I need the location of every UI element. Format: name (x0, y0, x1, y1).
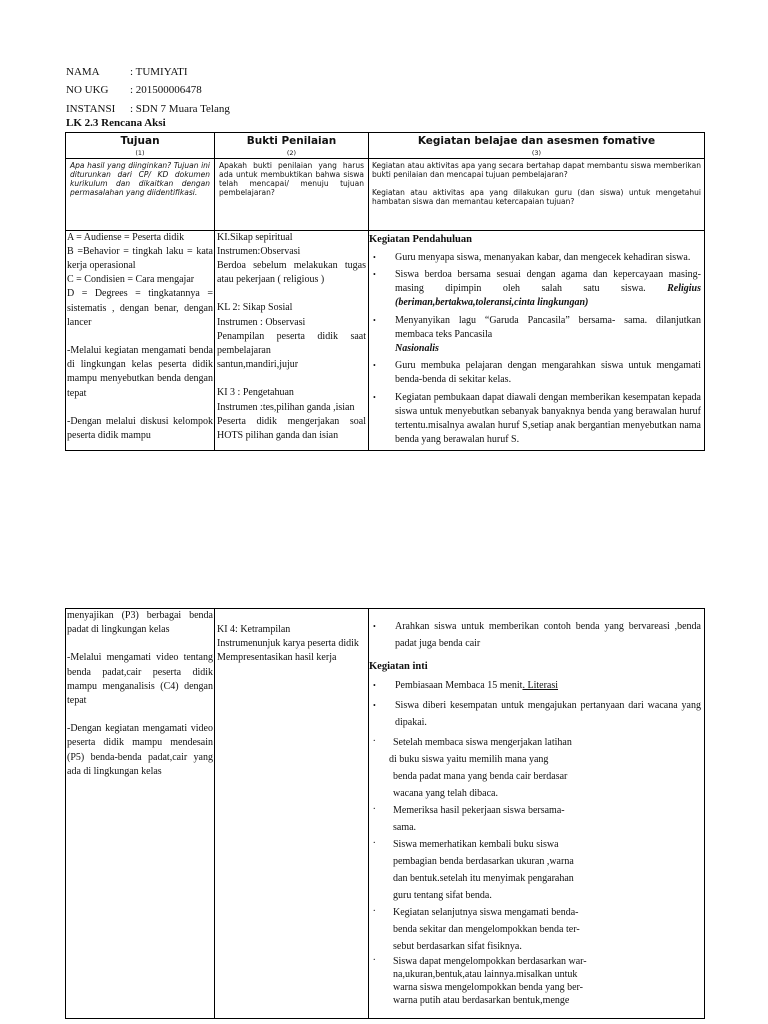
col-number-1: (1) (66, 149, 215, 159)
prompt-kegiatan (369, 158, 705, 230)
bukti-line: KI 4: Ketrampilan (217, 624, 291, 635)
kegiatan-line: . Setelah membaca siswa mengerjakan latihan (369, 734, 701, 751)
header-noukg (66, 84, 202, 97)
kegiatan-line: pembagian benda berdasarkan ukuran ,warna (393, 856, 574, 867)
kegiatan-line: na,ukuran,bentuk,atau lainnya.misalkan untuk (393, 969, 578, 980)
tujuan-line: -Dengan melalui diskusi kelompok peserta didik mampu (67, 415, 213, 441)
bukti-line: Instrumenunjuk karya peserta didik (217, 638, 359, 650)
bukti-line: Penampilan peserta didik saat pembelajaran (217, 330, 366, 356)
bukti-line: Instrumen : Observasi (217, 316, 306, 328)
kegiatan-text: Menyanyikan lagu “Garuda Pancasila” bersama (395, 314, 612, 326)
tujuan-cell-2 (66, 609, 215, 1019)
kegiatan-pendahuluan-heading: Kegiatan Pendahuluan (369, 233, 472, 245)
action-plan-table-2 (65, 608, 705, 1019)
tujuan-line: menyajikan (P3) berbagai benda padat di lingkungan kelas (67, 610, 213, 636)
tujuan-line: C = Condisien = Cara mengajar (67, 274, 195, 286)
kegiatan-line: sama. (393, 822, 417, 833)
header-nama (66, 66, 188, 79)
kegiatan-cell-2 (369, 609, 705, 1019)
col-header-bukti: Bukti Penilaian (215, 133, 369, 149)
kegiatan-line: warna putih atau berdasarkan bentuk,menge (393, 995, 570, 1006)
col-number-3: (3) (369, 149, 705, 159)
kegiatan-line: benda padat mana yang benda cair berdasar (393, 771, 568, 782)
kegiatan-cell (369, 230, 705, 451)
nama-label: NAMA (66, 66, 100, 78)
kegiatan-item: • Guru menyapa siswa, menanyakan kabar, dan mengecek kehadiran siswa. (369, 251, 701, 265)
prompt-bukti: Apakah bukti penilaian yang harus ada untuk membuktikan bahwa siswa telah mencapai/ menuju tujuan pembelajaran? (215, 158, 369, 230)
header-instansi (66, 103, 230, 116)
kegiatan-text: - sama. dilanjutkan membaca teks Pancasila (395, 314, 701, 340)
kegiatan-item (369, 268, 701, 311)
prompt-tujuan: Apa hasil yang diinginkan? Tujuan ini diturunkan dari CP/ KD dokumen kurikulum dan dikaitkan dengan permasalahan yang diidentifikasi. (66, 158, 215, 230)
value-religius: Religius (667, 283, 702, 295)
nama-value: : TUMIYATI (130, 66, 188, 78)
bukti-cell-2 (215, 609, 369, 1019)
noukg-value: : 201500006478 (130, 84, 202, 96)
kegiatan-item: • Guru membuka pelajaran dengan mengarahkan siswa untuk mengamati benda-benda di sekitar kelas. (369, 359, 701, 387)
action-plan-table-1 (65, 132, 705, 451)
bukti-line: KI.Sikap sepiritual (217, 231, 293, 243)
kegiatan-line: . Siswa dapat mengelompokkan berdasarkan war- (369, 955, 701, 968)
kegiatan-line: wacana yang telah dibaca. (393, 788, 498, 799)
tujuan-line: A = Audiense = Peserta didik (67, 231, 185, 243)
bukti-line: Peserta didik mengerjakan soal HOTS pilihan ganda dan isian (217, 415, 366, 441)
kegiatan-item: • Arahkan siswa untuk memberikan contoh benda yang bervareasi ,benda padat juga benda cair (369, 618, 701, 652)
col-header-kegiatan: Kegiatan belajae dan asesmen fomative (369, 133, 705, 149)
kegiatan-line: . Siswa memerhatikan kembali buku siswa (369, 836, 701, 853)
tujuan-line: -Melalui mengamati video tentang benda padat,cair peserta didik mampu menganalisis (C4) dengan tepat (67, 652, 213, 707)
kegiatan-item: • Siswa diberi kesempatan untuk mengajukan pertanyaan dari wacana yang dipakai. (369, 697, 701, 731)
kegiatan-line: sebut berdasarkan sifat fisiknya. (393, 941, 522, 952)
value-nasionalis: Nasionalis (395, 342, 439, 354)
bukti-cell (215, 230, 369, 451)
bukti-line: santun,mandiri,jujur (217, 359, 299, 371)
value-detail: (beriman,bertakwa,toleransi,cinta lingkungan) (395, 297, 589, 309)
kegiatan-item: • Kegiatan pembukaan dapat diawali dengan memberikan kesempatan kepada siswa untuk menyebutkan sebanyak banyaknya benda yang berawalan huruf tertentu.misalnya awalan huruf S,setiap anak bergantian menyebutkan nama benda yang berawalan huruf S. (369, 391, 701, 448)
bukti-line: Instrumen:Observasi (217, 245, 301, 257)
tujuan-line: -Dengan kegiatan mengamati video peserta didik mampu mendesain (P5) benda-benda padat,cair yang ada di lingkungan kelas (67, 723, 213, 777)
tujuan-line: D = Degrees = tingkatannya = sistematis , dengan benar, dengan lancer (67, 288, 213, 328)
tujuan-cell (66, 230, 215, 451)
instansi-value: : SDN 7 Muara Telang (130, 103, 230, 115)
kegiatan-item (369, 314, 701, 357)
bukti-line: Instrumen :tes,pilihan ganda ,isian (217, 401, 355, 413)
kegiatan-line: warna siswa mengelompokkan benda yang ber- (393, 982, 584, 993)
kegiatan-line: . Memeriksa hasil pekerjaan siswa bersama- (369, 802, 701, 819)
literasi-text: . Literasi (522, 680, 559, 691)
prompt-kegiatan-2: Kegiatan atau aktivitas apa yang dilakukan guru (dan siswa) untuk mengetahui hambatan siswa dan memantau ketercapaian tujuan? (372, 187, 701, 206)
col-number-2: (2) (215, 149, 369, 159)
noukg-label: NO UKG (66, 84, 109, 96)
col-header-tujuan: Tujuan (66, 133, 215, 149)
tujuan-line: B =Behavior = tingkah laku = kata kerja operasional (67, 245, 213, 271)
kegiatan-inti-heading: Kegiatan inti (369, 661, 428, 672)
instansi-label: INSTANSI (66, 103, 116, 115)
kegiatan-text: Pembiasaan Membaca 15 menit (395, 680, 523, 691)
prompt-kegiatan-1: Kegiatan atau aktivitas apa yang secara bertahap dapat membantu siswa memberikan bukti penilaian dan mencapai tujuan pembelajaran? (372, 160, 701, 179)
kegiatan-line: . Kegiatan selanjutnya siswa mengamati benda- (369, 904, 701, 921)
kegiatan-line: guru tentang sifat benda. (393, 890, 492, 901)
kegiatan-line: benda sekitar dan mengelompokkan benda ter- (393, 924, 580, 935)
kegiatan-line: di buku siswa yaitu memilih mana yang (389, 754, 549, 765)
kegiatan-line: dan bentuk.setelah itu menyimak pengarahan (393, 873, 574, 884)
bukti-line: Mempresentasikan hasil kerja (217, 652, 337, 664)
tujuan-line: -Melalui kegiatan mengamati benda di lingkungan kelas peserta didik mampu menyebutkan benda dengan tepat (67, 344, 213, 399)
bukti-line: Berdoa sebelum melakukan tugas atau pekerjaan ( religious ) (217, 259, 366, 286)
kegiatan-item (369, 677, 701, 694)
kegiatan-text: Siswa berdoa bersama sesuai dengan agama dan kepercayaan masing-masing dipimpin oleh salah satu siswa. (395, 268, 701, 295)
document-title: LK 2.3 Rencana Aksi (66, 117, 166, 129)
bukti-line: KL 2: Sikap Sosial (217, 302, 293, 314)
bukti-line: KI 3 : Pengetahuan (217, 387, 294, 399)
